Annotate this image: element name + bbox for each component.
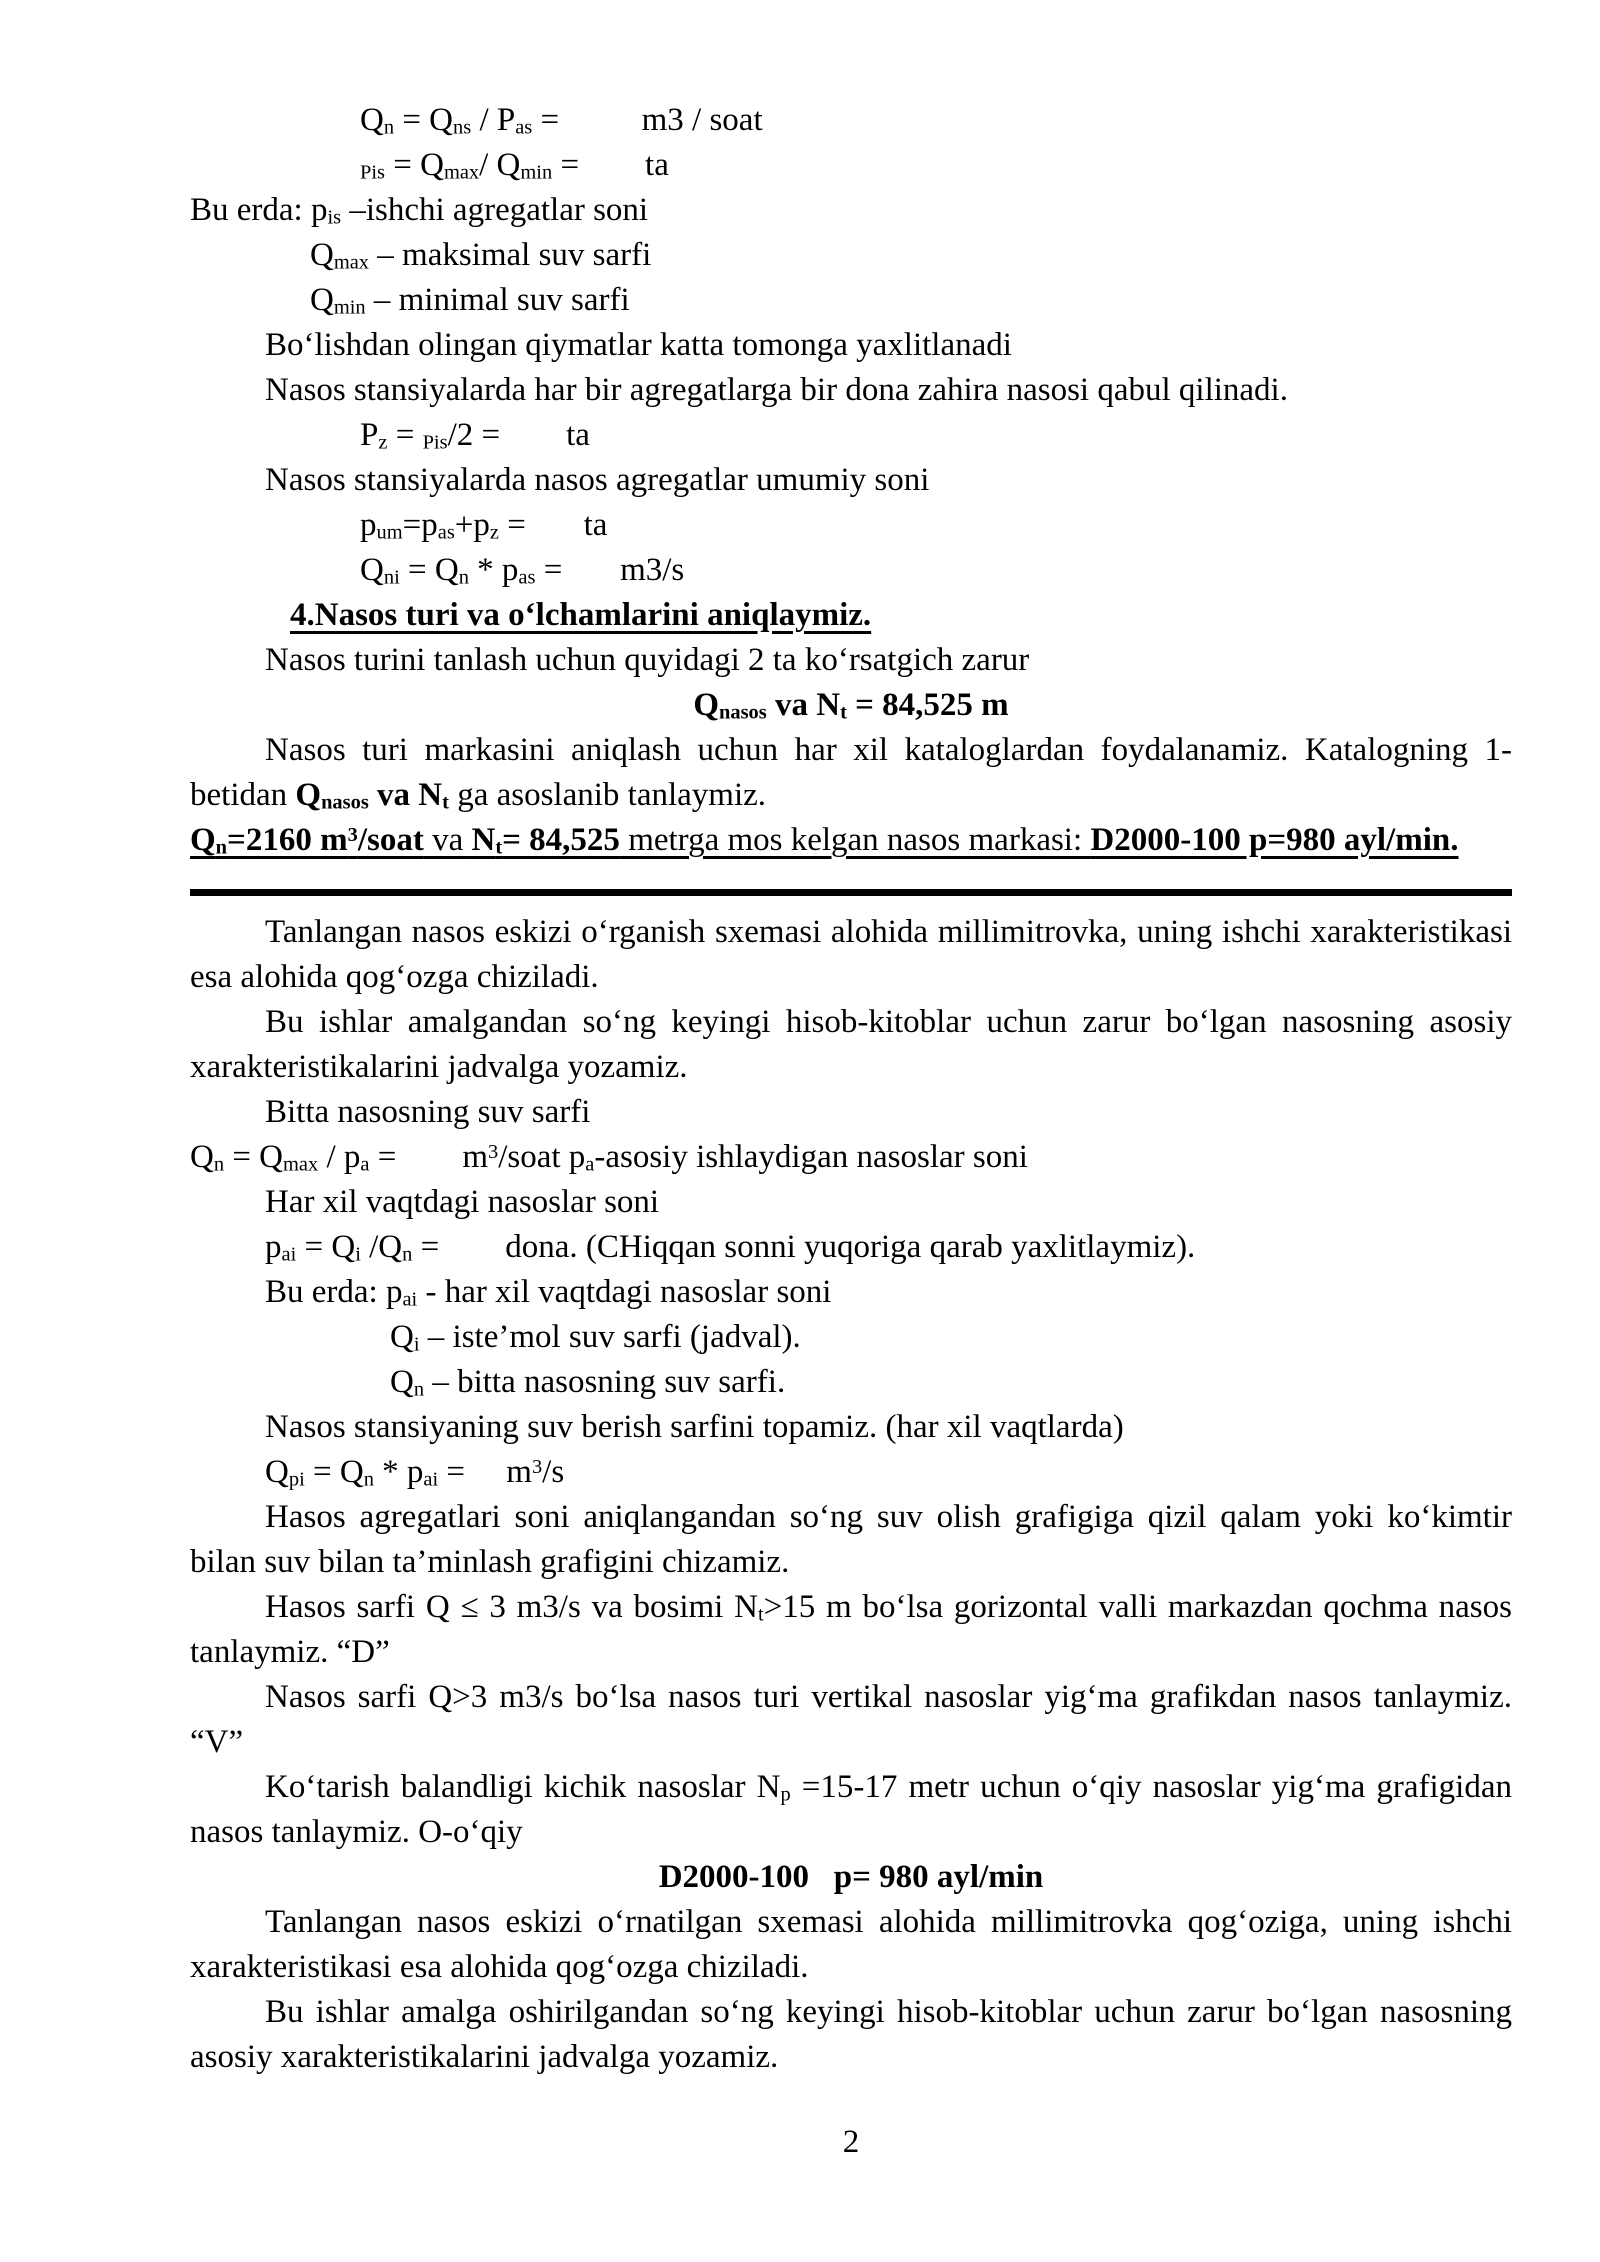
- text-segment: D2000-100 p= 980 ayl/min: [658, 1859, 1044, 1895]
- text-line: [265, 1405, 1512, 1450]
- text-segment: Bo‘lishdan olingan qiymatlar katta tomonga yaxlitlanadi: [265, 327, 1012, 363]
- paragraph: [190, 728, 1512, 818]
- text-segment: nasos: [321, 791, 369, 814]
- text-line: [265, 1180, 1512, 1225]
- paragraph: [190, 1765, 1512, 1855]
- text-segment: Q: [390, 1319, 414, 1355]
- text-segment: t: [840, 701, 847, 724]
- result-line: [190, 818, 1512, 863]
- text-segment: - har xil vaqtdagi nasoslar soni: [417, 1274, 832, 1310]
- section-heading: [290, 593, 1512, 638]
- text-line: [265, 638, 1512, 683]
- text-segment: n: [413, 1378, 425, 1401]
- text-segment: Nasos turini tanlash uchun quyidagi 2 ta ko‘rsatgich zarur: [265, 642, 1030, 678]
- text-segment: Q: [190, 1139, 214, 1175]
- text-segment: ga asoslanib tanlaymiz.: [448, 777, 767, 813]
- text-segment: nasos: [719, 701, 767, 724]
- text-segment: a: [360, 1153, 370, 1176]
- text-segment: Q: [360, 102, 384, 138]
- formula-line: [360, 143, 1512, 188]
- text-segment: = Q: [394, 102, 454, 138]
- text-segment: – maksimal suv sarfi: [369, 237, 652, 273]
- text-segment: p: [780, 1783, 791, 1806]
- text-segment: Tanlangan nasos eskizi o‘rganish sxemasi alohida millimitrovka, uning ishchi xarakteristikasi esa alohida qog‘ozga chiziladi.: [190, 914, 1512, 995]
- text-segment: >15 m bo‘lsa gorizontal valli markazdan qochma nasos tanlaymiz. “D”: [190, 1589, 1512, 1670]
- text-segment: as: [437, 521, 455, 544]
- text-segment: =: [387, 417, 423, 453]
- text-segment: – minimal suv sarfi: [365, 282, 630, 318]
- page-number: 2: [842, 2124, 860, 2160]
- centered-value: [190, 1855, 1512, 1900]
- text-segment: N: [471, 822, 496, 858]
- text-segment: Pis: [360, 161, 385, 184]
- text-segment: -asosiy ishlaydigan nasoslar soni: [594, 1139, 1028, 1175]
- text-segment: = Q: [224, 1139, 284, 1175]
- text-segment: / Q: [479, 147, 521, 183]
- text-segment: – iste’mol suv sarfi (jadval).: [419, 1319, 801, 1355]
- text-segment: =p: [402, 507, 438, 543]
- text-segment: =2160 m: [227, 822, 348, 858]
- text-segment: = Q: [296, 1229, 356, 1265]
- formula-line: [190, 1135, 1512, 1180]
- text-segment: n: [363, 1468, 374, 1491]
- text-segment: i: [355, 1243, 361, 1266]
- text-segment: p: [265, 1229, 282, 1265]
- text-segment: = Q: [385, 147, 444, 183]
- text-segment: Nasos turi markasini aniqlash uchun har xil kataloglardan foydalanamiz. Katalogning 1-betidan: [190, 732, 1512, 813]
- text-segment: = m: [369, 1139, 488, 1175]
- text-segment: Q: [390, 1364, 414, 1400]
- text-segment: as: [518, 566, 536, 589]
- text-segment: Ko‘tarish balandligi kichik nasoslar N: [265, 1769, 781, 1805]
- text-segment: Nasos stansiyaning suv berish sarfini topamiz. (har xil vaqtlarda): [265, 1409, 1124, 1445]
- text-segment: i: [413, 1333, 420, 1356]
- text-segment: * p: [373, 1454, 424, 1490]
- text-segment: Q: [360, 552, 384, 588]
- text-segment: = dona. (CHiqqan sonni yuqoriga qarab yaxlitlaymiz).: [412, 1229, 1196, 1265]
- text-segment: ai: [281, 1243, 297, 1266]
- text-segment: t: [495, 836, 503, 859]
- text-segment: p: [360, 507, 377, 543]
- text-segment: /s: [542, 1454, 565, 1490]
- formula-line: [265, 1450, 1512, 1495]
- text-segment: = Q: [399, 552, 459, 588]
- text-segment: max: [443, 161, 480, 184]
- text-segment: Tanlangan nasos eskizi o‘rnatilgan sxemasi alohida millimitrovka qog‘oziga, uning ishchi xarakteristikasi esa alohida qog‘ozga chiziladi.: [190, 1904, 1512, 1985]
- text-segment: min: [333, 296, 366, 319]
- formula-line: [360, 98, 1512, 143]
- centered-value: [190, 683, 1512, 728]
- text-segment: = 84,525 m: [846, 687, 1009, 723]
- text-segment: = Q: [304, 1454, 364, 1490]
- formula-line: [360, 413, 1512, 458]
- text-line: [265, 368, 1512, 413]
- text-segment: max: [283, 1153, 319, 1176]
- text-segment: = m: [438, 1454, 532, 1490]
- text-segment: Pis: [422, 431, 448, 454]
- text-segment: / p: [318, 1139, 361, 1175]
- text-line: [390, 1360, 1512, 1405]
- paragraph: [190, 1990, 1512, 2080]
- text-segment: n: [383, 116, 395, 139]
- document-content: [190, 98, 1512, 2080]
- text-segment: a: [585, 1153, 595, 1176]
- text-segment: * p: [468, 552, 519, 588]
- text-segment: D2000-100 p=980 ayl/min.: [1090, 822, 1459, 858]
- text-segment: 3: [531, 1455, 543, 1478]
- text-segment: pi: [288, 1468, 305, 1491]
- text-line: [265, 1090, 1512, 1135]
- text-segment: Nasos sarfi Q>3 m3/s bo‘lsa nasos turi vertikal nasoslar yig‘ma grafikdan nasos tanlaymiz. “V”: [190, 1679, 1512, 1760]
- section-divider: [190, 889, 1512, 896]
- text-segment: Q: [310, 282, 334, 318]
- text-line: [310, 233, 1512, 278]
- text-segment: va N: [766, 687, 841, 723]
- text-segment: ni: [383, 566, 400, 589]
- text-segment: = 84,525: [502, 822, 620, 858]
- text-segment: Q: [265, 1454, 289, 1490]
- formula-line: [360, 503, 1512, 548]
- text-segment: / P: [471, 102, 516, 138]
- text-segment: =15-17 metr uchun o‘qiy nasoslar yig‘ma grafigidan nasos tanlaymiz. O-o‘qiy: [190, 1769, 1512, 1850]
- text-segment: Bu erda: p: [190, 192, 328, 228]
- text-segment: = m3/s: [535, 552, 685, 588]
- text-segment: max: [333, 251, 370, 274]
- text-segment: Bu erda: p: [265, 1274, 403, 1310]
- text-segment: ai: [423, 1468, 439, 1491]
- paragraph: [190, 1495, 1512, 1585]
- text-line: [390, 1315, 1512, 1360]
- text-segment: 4.Nasos turi va o‘lchamlarini aniqlaymiz.: [290, 597, 872, 633]
- text-segment: Nasos stansiyalarda nasos agregatlar umumiy soni: [265, 462, 930, 498]
- text-segment: is: [327, 206, 342, 229]
- text-segment: z: [489, 521, 499, 544]
- text-segment: va: [423, 822, 472, 858]
- text-segment: 3: [487, 1140, 499, 1163]
- text-line: [265, 323, 1512, 368]
- formula-line: [360, 548, 1512, 593]
- text-line: [265, 458, 1512, 503]
- text-segment: Q: [693, 687, 719, 723]
- text-line: [310, 278, 1512, 323]
- paragraph: [190, 1000, 1512, 1090]
- text-segment: = ta: [552, 147, 669, 183]
- text-segment: min: [520, 161, 553, 184]
- text-segment: Nasos stansiyalarda har bir agregatlarga bir dona zahira nasosi qabul qilinadi.: [265, 372, 1288, 408]
- formula-line: [265, 1225, 1512, 1270]
- text-segment: n: [213, 1153, 225, 1176]
- text-segment: – bitta nasosning suv sarfi.: [424, 1364, 786, 1400]
- text-segment: 3: [347, 823, 358, 846]
- text-segment: = m3 / soat: [532, 102, 763, 138]
- text-segment: t: [442, 791, 449, 814]
- text-line: [265, 1270, 1512, 1315]
- text-segment: Hasos agregatlari soni aniqlangandan so‘ng suv olish grafigiga qizil qalam yoki ko‘kimtir bilan suv bilan ta’minlash grafigini chizamiz.: [190, 1499, 1512, 1580]
- text-segment: /soat: [357, 822, 424, 858]
- text-segment: t: [757, 1603, 764, 1626]
- text-segment: Hasos sarfi Q ≤ 3 m3/s va bosimi N: [265, 1589, 758, 1625]
- text-segment: n: [215, 836, 228, 859]
- paragraph: [190, 910, 1512, 1000]
- text-segment: = ta: [498, 507, 608, 543]
- paragraph: [190, 1585, 1512, 1675]
- text-segment: Bu ishlar amalga oshirilgandan so‘ng keyingi hisob-kitoblar uchun zarur bo‘lgan nasosning asosiy xarakteristikalarini jadvalga yozamiz.: [190, 1994, 1512, 2075]
- text-segment: /Q: [360, 1229, 403, 1265]
- text-segment: Bu ishlar amalgandan so‘ng keyingi hisob-kitoblar uchun zarur bo‘lgan nasosning asosiy xarakteristikalarini jadvalga yozamiz.: [190, 1004, 1512, 1085]
- text-segment: Q: [310, 237, 334, 273]
- text-segment: P: [360, 417, 379, 453]
- text-segment: metrga mos kelgan nasos markasi:: [619, 822, 1091, 858]
- text-segment: +p: [454, 507, 490, 543]
- text-line: [190, 188, 1512, 233]
- paragraph: [190, 1675, 1512, 1765]
- text-segment: n: [458, 566, 469, 589]
- text-segment: /2 = ta: [447, 417, 590, 453]
- text-segment: as: [515, 116, 533, 139]
- text-segment: Q: [295, 777, 322, 813]
- text-segment: Har xil vaqtdagi nasoslar soni: [265, 1184, 660, 1220]
- text-segment: z: [378, 431, 388, 454]
- text-segment: va N: [368, 777, 443, 813]
- text-segment: Bitta nasosning suv sarfi: [265, 1094, 591, 1130]
- text-segment: Q: [190, 822, 216, 858]
- paragraph: [190, 1900, 1512, 1990]
- text-segment: n: [402, 1243, 413, 1266]
- text-segment: um: [376, 521, 403, 544]
- text-segment: /soat p: [498, 1139, 586, 1175]
- text-segment: –ishchi agregatlar soni: [341, 192, 649, 228]
- text-segment: ai: [402, 1288, 418, 1311]
- text-segment: ns: [453, 116, 472, 139]
